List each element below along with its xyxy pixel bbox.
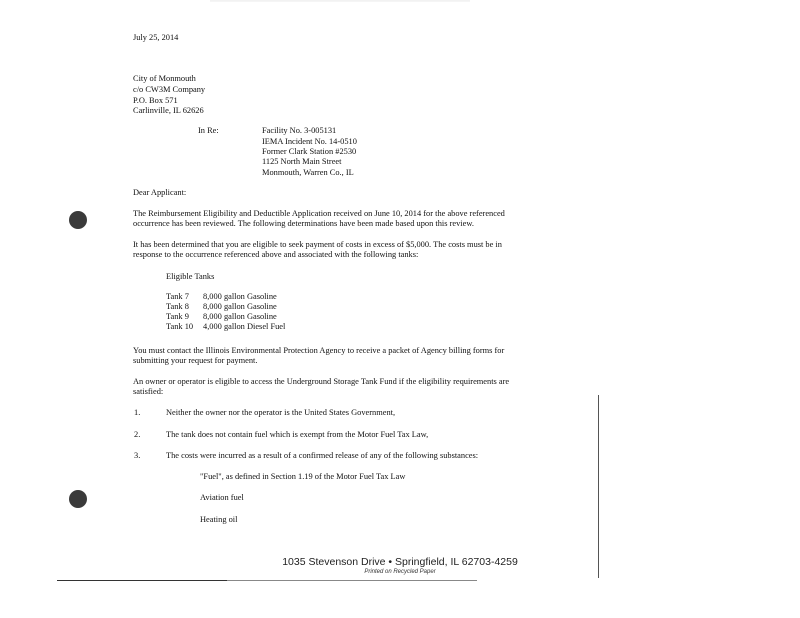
paragraph-line: satisfied: bbox=[133, 387, 164, 396]
list-number: 2. bbox=[134, 430, 141, 439]
in-re-label: In Re: bbox=[198, 126, 219, 135]
list-item: The tank does not contain fuel which is exempt from the Motor Fuel Tax Law, bbox=[166, 430, 429, 439]
faded-letterhead bbox=[210, 0, 470, 2]
tank-name: Tank 9 bbox=[166, 312, 189, 321]
paragraph-line: You must contact the Illinois Environmental Protection Agency to receive a packet of Agency billing forms for bbox=[133, 346, 505, 355]
footer-address: 1035 Stevenson Drive • Springfield, IL 62703-4259 bbox=[282, 556, 518, 568]
paragraph-line: It has been determined that you are eligible to seek payment of costs in excess of $5,000. The costs must be in bbox=[133, 240, 502, 249]
substance-item: "Fuel", as defined in Section 1.19 of the Motor Fuel Tax Law bbox=[200, 472, 406, 481]
scan-edge-line bbox=[598, 395, 599, 578]
punch-hole-icon bbox=[69, 490, 87, 508]
eligible-tanks-heading: Eligible Tanks bbox=[166, 272, 215, 281]
substance-item: Aviation fuel bbox=[200, 493, 244, 502]
paragraph-line: occurrence has been reviewed. The following determinations have been made based upon this review. bbox=[133, 219, 474, 228]
salutation: Dear Applicant: bbox=[133, 188, 187, 197]
footer-note: Printed on Recycled Paper bbox=[364, 569, 436, 575]
tank-name: Tank 10 bbox=[166, 322, 194, 331]
substance-item: Heating oil bbox=[200, 515, 238, 524]
tank-desc: 8,000 gallon Gasoline bbox=[203, 292, 277, 301]
in-re-line: Former Clark Station #2530 bbox=[262, 147, 357, 156]
footer-rule bbox=[227, 580, 477, 581]
paragraph-line: response to the occurrence referenced above and associated with the following tanks: bbox=[133, 250, 419, 259]
footer-rule bbox=[57, 580, 227, 581]
tank-name: Tank 8 bbox=[166, 302, 189, 311]
in-re-line: Facility No. 3-005131 bbox=[262, 126, 337, 135]
in-re-line: Monmouth, Warren Co., IL bbox=[262, 168, 354, 177]
paragraph-line: submitting your request for payment. bbox=[133, 356, 258, 365]
paragraph-line: An owner or operator is eligible to access the Underground Storage Tank Fund if the eligibility requirements are bbox=[133, 377, 510, 386]
address-line: P.O. Box 571 bbox=[133, 96, 178, 105]
punch-hole-icon bbox=[69, 211, 87, 229]
in-re-line: IEMA Incident No. 14-0510 bbox=[262, 137, 357, 146]
tank-desc: 4,000 gallon Diesel Fuel bbox=[203, 322, 286, 331]
list-item: The costs were incurred as a result of a confirmed release of any of the following substances: bbox=[166, 451, 479, 460]
letter-date: July 25, 2014 bbox=[133, 33, 179, 42]
list-number: 1. bbox=[134, 408, 141, 417]
tank-desc: 8,000 gallon Gasoline bbox=[203, 312, 277, 321]
tank-desc: 8,000 gallon Gasoline bbox=[203, 302, 277, 311]
address-line: c/o CW3M Company bbox=[133, 85, 206, 94]
tank-name: Tank 7 bbox=[166, 292, 189, 301]
paragraph-line: The Reimbursement Eligibility and Deductible Application received on June 10, 2014 for the above referenced bbox=[133, 209, 505, 218]
address-line: City of Monmouth bbox=[133, 74, 196, 83]
in-re-line: 1125 North Main Street bbox=[262, 157, 342, 166]
address-line: Carlinville, IL 62626 bbox=[133, 106, 204, 115]
list-item: Neither the owner nor the operator is the United States Government, bbox=[166, 408, 396, 417]
list-number: 3. bbox=[134, 451, 141, 460]
